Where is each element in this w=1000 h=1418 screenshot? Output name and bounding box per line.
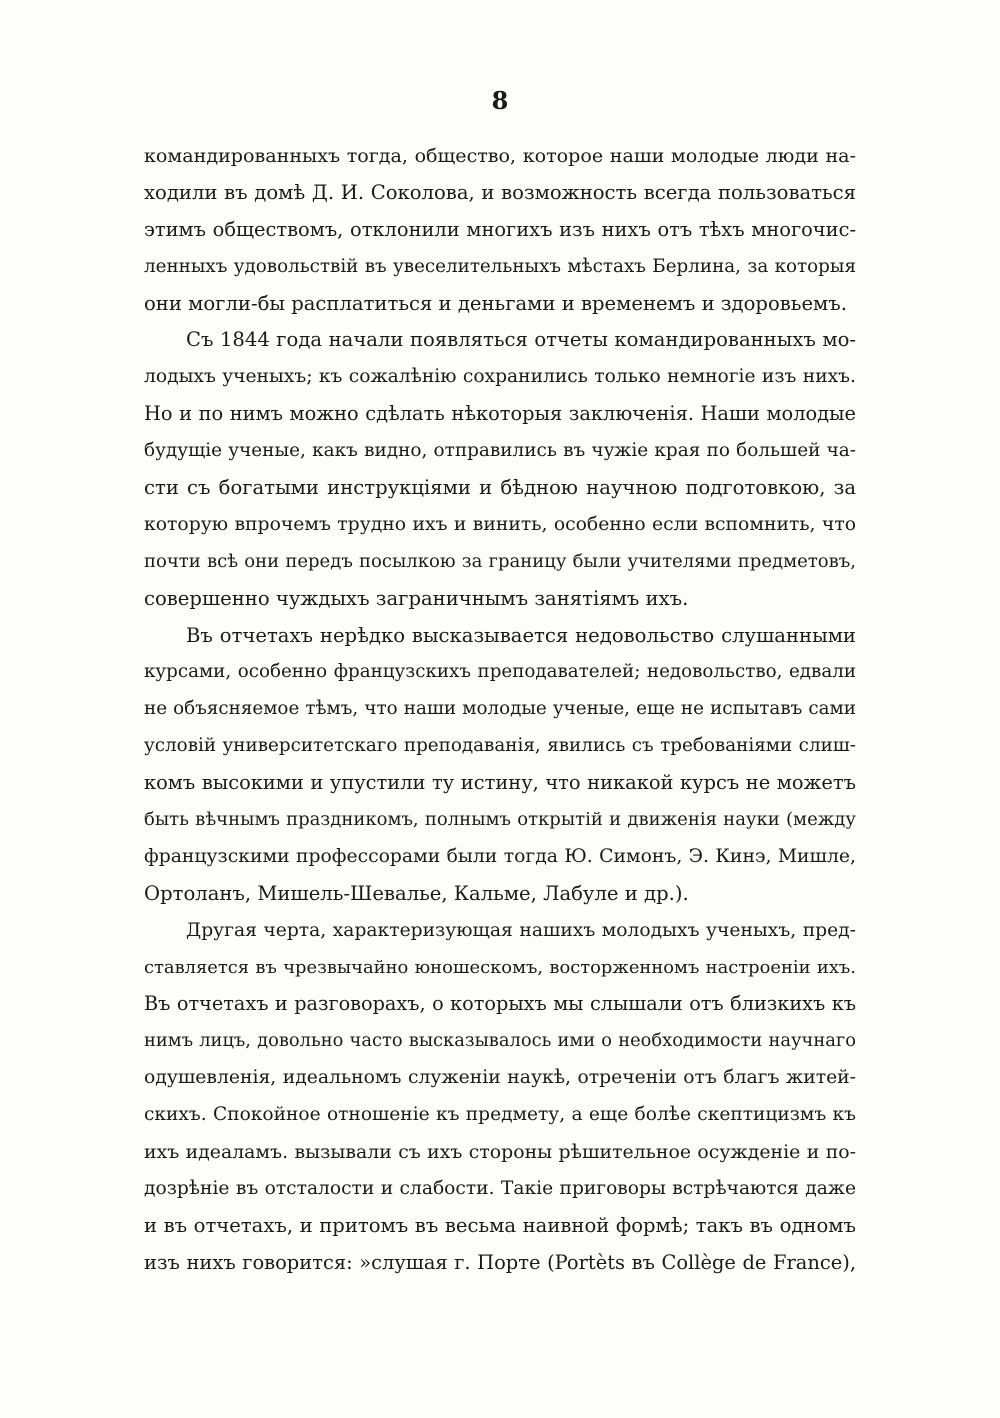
text-line: одушевленія, идеальномъ служеніи наукѣ, отреченіи отъ благъ житей-: [144, 1067, 856, 1089]
paragraph-4: [144, 913, 856, 1282]
text-line: не объясняемое тѣмъ, что наши молодые ученые, еще не испытавъ сами: [144, 698, 856, 720]
text-line: они могли-бы расплатиться и деньгами и временемъ и здоровьемъ.: [144, 291, 847, 315]
text-line: почти всѣ они передъ посылкою за границу были учителями предметовъ,: [144, 550, 856, 572]
text-line: изъ нихъ говорится: »слушая г. Порте (Portèts въ Collège de France),: [144, 1250, 856, 1274]
text-line: французскими профессорами были тогда Ю. Симонъ, Э. Кинэ, Мишле,: [144, 845, 856, 867]
text-line: ставляется въ чрезвычайно юношескомъ, восторженномъ настроеніи ихъ.: [144, 956, 856, 978]
text-line: курсами, особенно французскихъ преподавателей; недовольство, едвали: [144, 661, 856, 683]
text-line: будущіе ученые, какъ видно, отправились въ чужіе края по большей ча-: [144, 440, 856, 462]
text-line: нимъ лицъ, довольно часто высказывалось ими о необходимости научнаго: [144, 1030, 856, 1052]
text-line: условій университетскаго преподаванія, явились съ требованіями слиш-: [144, 735, 856, 757]
text-line: Въ отчетахъ и разговорахъ, о которыхъ мы слышали отъ близкихъ къ: [144, 992, 856, 1016]
text-line: Но и по нимъ можно сдѣлать нѣкоторыя заключенія. Наши молодые: [144, 402, 856, 426]
text-line: ходили въ домѣ Д. И. Соколова, и возможность всегда пользоваться: [144, 180, 856, 204]
text-line: сти съ богатыми инструкціями и бѣдною научною подготовкою, за: [144, 476, 856, 500]
paragraph-2: [144, 322, 856, 617]
paragraph-3: [144, 618, 856, 913]
text-line: быть вѣчнымъ праздникомъ, полнымъ открытій и движенія науки (между: [144, 809, 856, 831]
text-line: лодыхъ ученыхъ; къ сожалѣнію сохранились только немногіе изъ нихъ.: [144, 366, 856, 388]
text-line: которую впрочемъ трудно ихъ и винить, особенно если вспомнить, что: [144, 513, 856, 535]
body-text: [144, 138, 856, 1282]
text-line: Ортоланъ, Мишель-Шевалье, Кальме, Лабуле и др.).: [144, 881, 689, 905]
text-line: Съ 1844 года начали появляться отчеты командированныхъ мо-: [186, 328, 856, 352]
text-line: этимъ обществомъ, отклонили многихъ изъ нихъ отъ тѣхъ многочис-: [144, 217, 856, 241]
text-line: дозрѣніе въ отсталости и слабости. Такіе приговоры встрѣчаются даже: [144, 1177, 856, 1199]
page-number: 8: [491, 86, 509, 115]
text-line: Въ отчетахъ нерѣдко высказывается недовольство слушанными: [186, 623, 856, 647]
text-line: совершенно чуждыхъ заграничнымъ занятіямъ ихъ.: [144, 586, 689, 610]
text-line: командированныхъ тогда, общество, которое наши молодые люди на-: [144, 144, 856, 167]
text-line: ленныхъ удовольствій въ увеселительныхъ мѣстахъ Берлина, за которыя: [144, 255, 856, 277]
text-line: ихъ идеаламъ. вызывали съ ихъ стороны рѣшительное осужденіе и по-: [144, 1141, 856, 1164]
text-line: скихъ. Спокойное отношеніе къ предмету, а еще болѣе скептицизмъ къ: [144, 1104, 856, 1126]
paragraph-1: [144, 138, 856, 322]
text-line: комъ высокими и упустили ту истину, что никакой курсъ не можетъ: [144, 771, 856, 795]
text-line: и въ отчетахъ, и притомъ въ весьма наивной формѣ; такъ въ одномъ: [144, 1213, 856, 1237]
text-line: Другая черта, характеризующая нашихъ молодыхъ ученыхъ, пред-: [186, 919, 856, 941]
